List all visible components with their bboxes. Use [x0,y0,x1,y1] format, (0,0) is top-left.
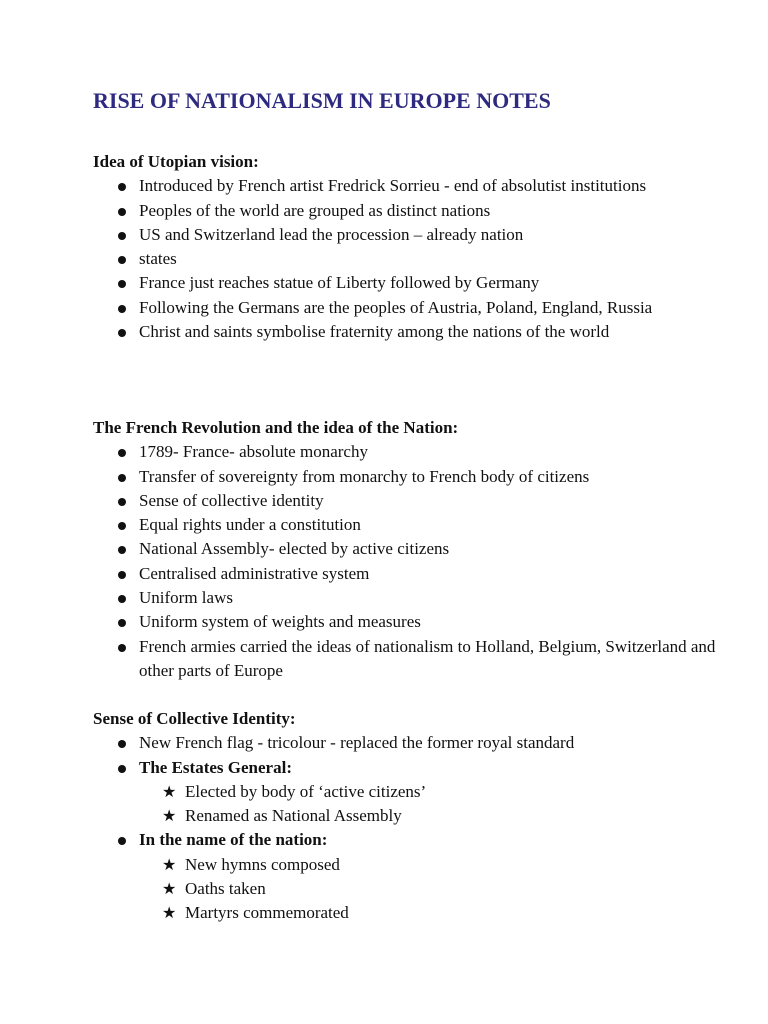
sub-list-item [139,901,733,925]
bullet-icon [118,208,126,216]
list-item [93,440,733,464]
star-icon: ★ [162,879,177,899]
list-item-text: New French flag - tricolour - replaced the former royal standard [139,733,575,753]
sub-list [139,780,733,829]
bullet-icon [118,644,126,652]
list-item [93,586,733,610]
bullet-icon [118,474,126,482]
list-item [93,223,733,247]
document-title: RISE OF NATIONALISM IN EUROPE NOTES [93,88,551,113]
list-item [93,271,733,295]
list-item-text: Peoples of the world are grouped as distinct nations [139,200,491,220]
bullet-list [93,440,733,683]
bullet-icon [118,232,126,240]
list-item [93,247,733,271]
list-item-text: Sense of collective identity [139,490,324,510]
list-item [93,174,733,198]
sub-list-item [139,804,733,828]
bullet-icon [118,329,126,337]
list-item [93,513,733,537]
list-item-text: Uniform system of weights and measures [139,612,421,632]
list-item-text: Centralised administrative system [139,563,370,583]
list-item-text: The Estates General: [139,757,292,777]
bullet-icon [118,449,126,457]
bullet-icon [118,305,126,313]
sub-list-item-text: Oaths taken [185,879,266,899]
list-item [93,610,733,634]
list-item [93,296,733,320]
bullet-icon [118,280,126,288]
list-item [93,489,733,513]
list-item-text: Introduced by French artist Fredrick Sorrieu - end of absolutist institutions [139,176,647,196]
list-item-text: France just reaches statue of Liberty followed by Germany [139,273,540,293]
bullet-icon [118,498,126,506]
sub-list-item-text: Elected by body of ‘active citizens’ [185,781,427,801]
star-icon: ★ [162,781,177,801]
list-item-estates-general [93,756,733,829]
bullet-icon [118,595,126,603]
list-item-text: Uniform laws [139,588,233,608]
list-item-text: Equal rights under a constitution [139,515,361,535]
list-item-text: Christ and saints symbolise fraternity among the nations of the world [139,322,610,342]
list-item-text: French armies carried the ideas of nationalism to Holland, Belgium, Switzerland and other parts of Europe [139,636,716,680]
section-utopian-vision [93,150,733,344]
list-item-text: states [139,249,177,269]
list-item [93,199,733,223]
bullet-icon [118,765,126,773]
bullet-icon [118,740,126,748]
star-icon: ★ [162,903,177,923]
bullet-icon [118,619,126,627]
bullet-list [93,731,733,925]
list-item [93,562,733,586]
star-icon: ★ [162,854,177,874]
bullet-icon [118,546,126,554]
sub-list-item [139,780,733,804]
sub-list [139,853,733,926]
list-item-text: 1789- France- absolute monarchy [139,442,368,462]
list-item-name-of-nation [93,828,733,925]
section-collective-identity [93,707,733,926]
list-item [93,465,733,489]
sub-list-item [139,853,733,877]
list-item-text: Following the Germans are the peoples of Austria, Poland, England, Russia [139,297,653,317]
star-icon: ★ [162,806,177,826]
list-item [93,537,733,561]
list-item-text: US and Switzerland lead the procession – already nation [139,224,524,244]
list-item [93,320,733,344]
bullet-icon [118,571,126,579]
sub-list-item-text: New hymns composed [185,854,340,874]
list-item-text: Transfer of sovereignty from monarchy to French body of citizens [139,466,590,486]
list-item [93,731,733,755]
list-item-text: In the name of the nation: [139,830,328,850]
list-item [93,635,733,684]
section-heading: Sense of Collective Identity: [93,709,296,728]
sub-list-item [139,877,733,901]
sub-list-item-text: Martyrs commemorated [185,903,349,923]
list-item-text: National Assembly- elected by active citizens [139,539,450,559]
section-french-revolution [93,416,733,683]
sub-list-item-text: Renamed as National Assembly [185,806,402,826]
bullet-icon [118,256,126,264]
bullet-icon [118,522,126,530]
bullet-list [93,174,733,344]
section-heading: The French Revolution and the idea of the Nation: [93,418,459,437]
bullet-icon [118,837,126,845]
bullet-icon [118,183,126,191]
section-heading: Idea of Utopian vision: [93,152,259,171]
